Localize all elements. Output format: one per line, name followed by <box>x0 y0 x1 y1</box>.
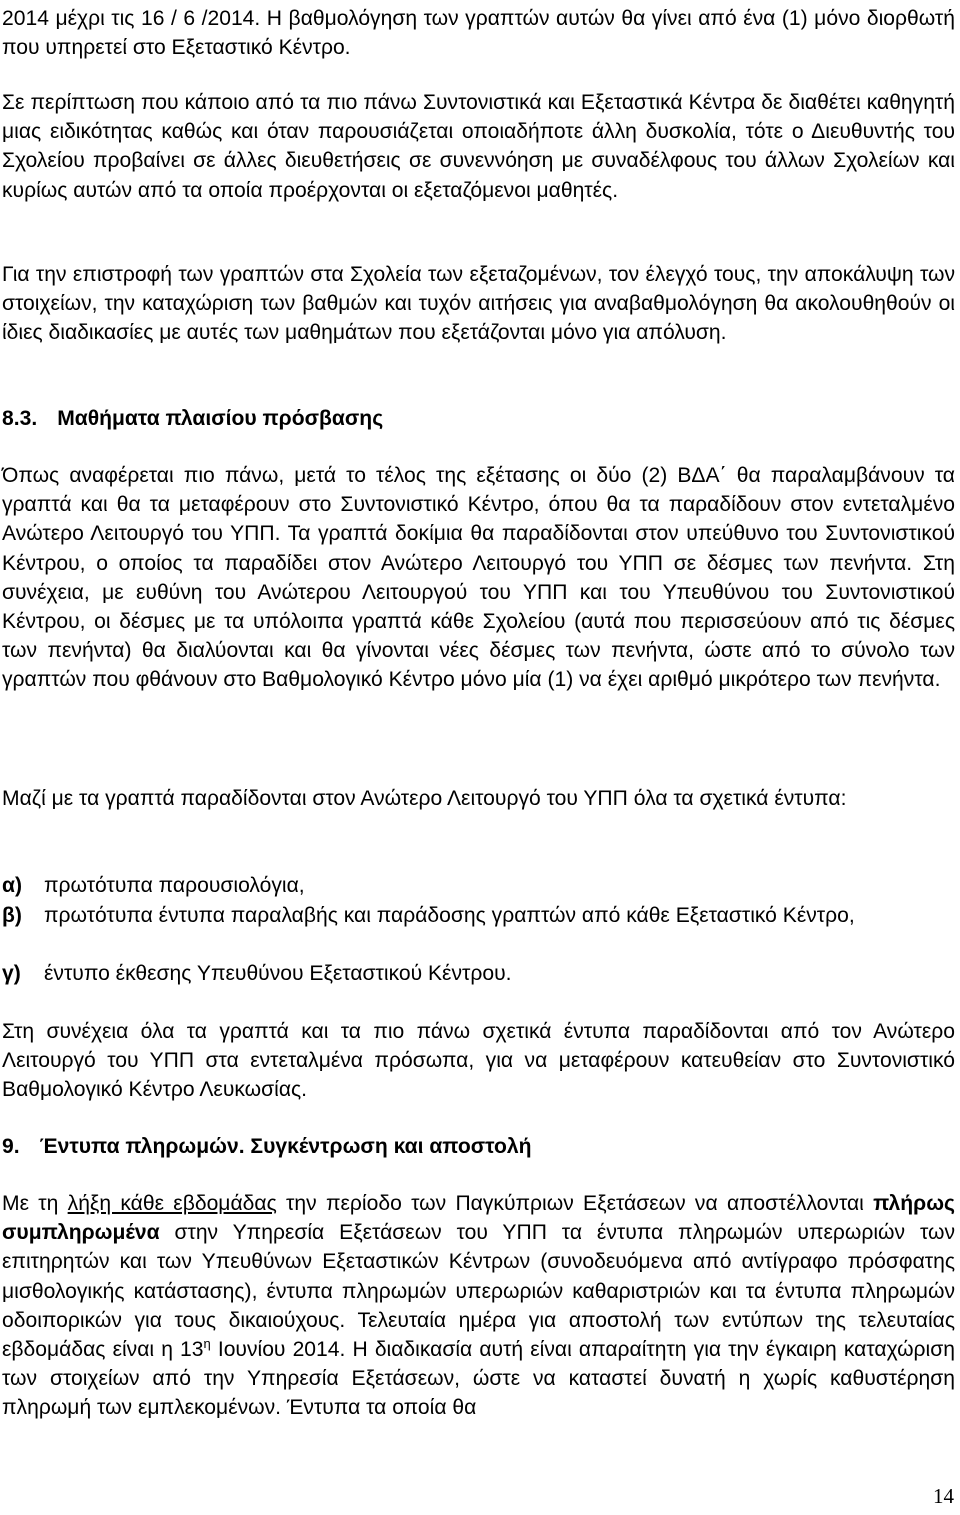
paragraph-teacher-shortage: Σε περίπτωση που κάποιο από τα πιο πάνω Συντονιστικά και Εξεταστικά Κέντρα δε διαθέτει καθηγητή μιας ειδικότητας καθώς και όταν παρουσιάζεται οποιαδήποτε άλλη δυσκολία, τότε ο Διευθυντής του Σχολείου προβαίνει σε άλλες διευθετήσεις σε συνεννόηση με συναδέλφους του άλλων Σχολείων και κυρίως αυτών από τα οποία προέρχονται οι εξεταζόμενοι μαθητές. <box>2 91 955 202</box>
list-marker: β) <box>2 904 22 927</box>
list-item-b <box>2 901 955 930</box>
superscript-ordinal: η <box>203 1335 211 1351</box>
list-item-text: έντυπο έκθεσης Υπευθύνου Εξεταστικού Κέντρου. <box>44 962 512 985</box>
section-heading-9 <box>2 1132 532 1161</box>
paragraph-grading-continuation: 2014 μέχρι τις 16 / 6 /2014. Η βαθμολόγηση των γραπτών αυτών θα γίνει από ένα (1) μόνο διορθωτή που υπηρετεί στο Εξεταστικό Κέντρο. <box>2 7 955 60</box>
list-marker: γ) <box>2 962 21 985</box>
text-run: Με τη <box>2 1192 68 1215</box>
list-item-text: πρωτότυπα παρουσιολόγια, <box>44 874 305 897</box>
text-run: στην Υπηρεσία Εξετάσεων του ΥΠΠ τα έντυπα πληρωμών υπερωριών των επιτηρητών και των Υπευθύνων Εξεταστικών Κέντρων (συνοδευόμενα από αντίγραφο πρόσφατης μισθολογικής κατάστασης), έντυπα πληρωμών υπερωριών καθαριστριών και τα έντυπα πληρωμών οδοιπορικών για τους δικαιούχους. Τελευταία ημέρα για αποστολή των εντύπων της τελευταίας εβδομάδας είναι η 13 <box>2 1221 955 1362</box>
section-number: 8.3. <box>2 407 38 430</box>
paragraph-return-of-scripts: Για την επιστροφή των γραπτών στα Σχολεία των εξεταζομένων, τον έλεγχό τους, την αποκάλυψη των στοιχείων, την καταχώριση των βαθμών και τυχόν αιτήσεις για αναβαθμολόγηση θα ακολουθηθούν οι ίδιες διαδικασίες με αυτές των μαθημάτων που εξετάζονται μόνο για απόλυση. <box>2 263 955 345</box>
paragraph-transfer-to-grading-centre: Στη συνέχεια όλα τα γραπτά και τα πιο πάνω σχετικά έντυπα παραδίδονται από τον Ανώτερο Λειτουργό του ΥΠΠ στα εντεταλμένα πρόσωπα, για να μεταφέρουν κατευθείαν στο Συντονιστικό Βαθμολογικό Κέντρο Λευκωσίας. <box>2 1020 955 1102</box>
bold-text: πλήρως συμπληρωμένα <box>2 1192 955 1245</box>
section-heading-8-3 <box>2 404 383 433</box>
page-number: 14 <box>933 1484 954 1508</box>
section-title: Μαθήματα πλαισίου πρόσβασης <box>57 407 384 430</box>
list-marker: α) <box>2 874 22 897</box>
section-title: Έντυπα πληρωμών. Συγκέντρωση και αποστολή <box>39 1135 532 1158</box>
section-number: 9. <box>2 1135 20 1158</box>
paragraph-delivery-procedure: Όπως αναφέρεται πιο πάνω, μετά το τέλος της εξέτασης οι δύο (2) ΒΔΑ΄ θα παραλαμβάνουν τα γραπτά και θα τα μεταφέρουν στο Συντονιστικό Κέντρο, όπου θα τα παραδίδουν στον εντεταλμένο Ανώτερο Λειτουργό του ΥΠΠ. Τα γραπτά δοκίμια θα παραδίδονται στον υπεύθυνο του Συντονιστικού Κέντρου, ο οποίος τα παραδίδει στον Ανώτερο Λειτουργό του ΥΠΠ σε δέσμες των πενήντα. Στη συνέχεια, με ευθύνη του Ανώτερου Λειτουργού του ΥΠΠ και του Υπευθύνου του Συντονιστικού Κέντρου, οι δέσμες με τα υπόλοιπα γραπτά κάθε Σχολείου (αυτά που περισσεύουν από τις δέσμες των πενήντα) θα διαλύονται και θα γίνονται νέες δέσμες των πενήντα, ώστε από το σύνολο των γραπτών που φθάνουν στο Βαθμολογικό Κέντρο μόνο μία (1) να έχει αριθμό μικρότερο των πενήντα. <box>2 464 955 692</box>
list-item-a <box>2 871 955 900</box>
list-item-c <box>2 959 955 988</box>
underlined-text: λήξη κάθε εβδομάδας <box>67 1192 277 1215</box>
text-run: την περίοδο των Παγκύπριων Εξετάσεων να αποστέλλονται <box>276 1192 874 1215</box>
list-item-text: πρωτότυπα έντυπα παραλαβής και παράδοσης γραπτών από κάθε Εξεταστικό Κέντρο, <box>44 904 855 927</box>
text-run: Ιουνίου 2014. Η διαδικασία αυτή είναι απαραίτητη για την έγκαιρη καταχώριση των στοιχείων από την Υπηρεσία Εξετάσεων, ώστε να καταστεί δυνατή η χωρίς καθυστέρηση πληρωμή των εμπλεκομένων. Έντυπα τα οποία θα <box>2 1338 955 1420</box>
paragraph-forms-intro: Μαζί με τα γραπτά παραδίδονται στον Ανώτερο Λειτουργό του ΥΠΠ όλα τα σχετικά έντυπα: <box>2 787 847 810</box>
paragraph-payment-forms <box>2 1189 955 1423</box>
